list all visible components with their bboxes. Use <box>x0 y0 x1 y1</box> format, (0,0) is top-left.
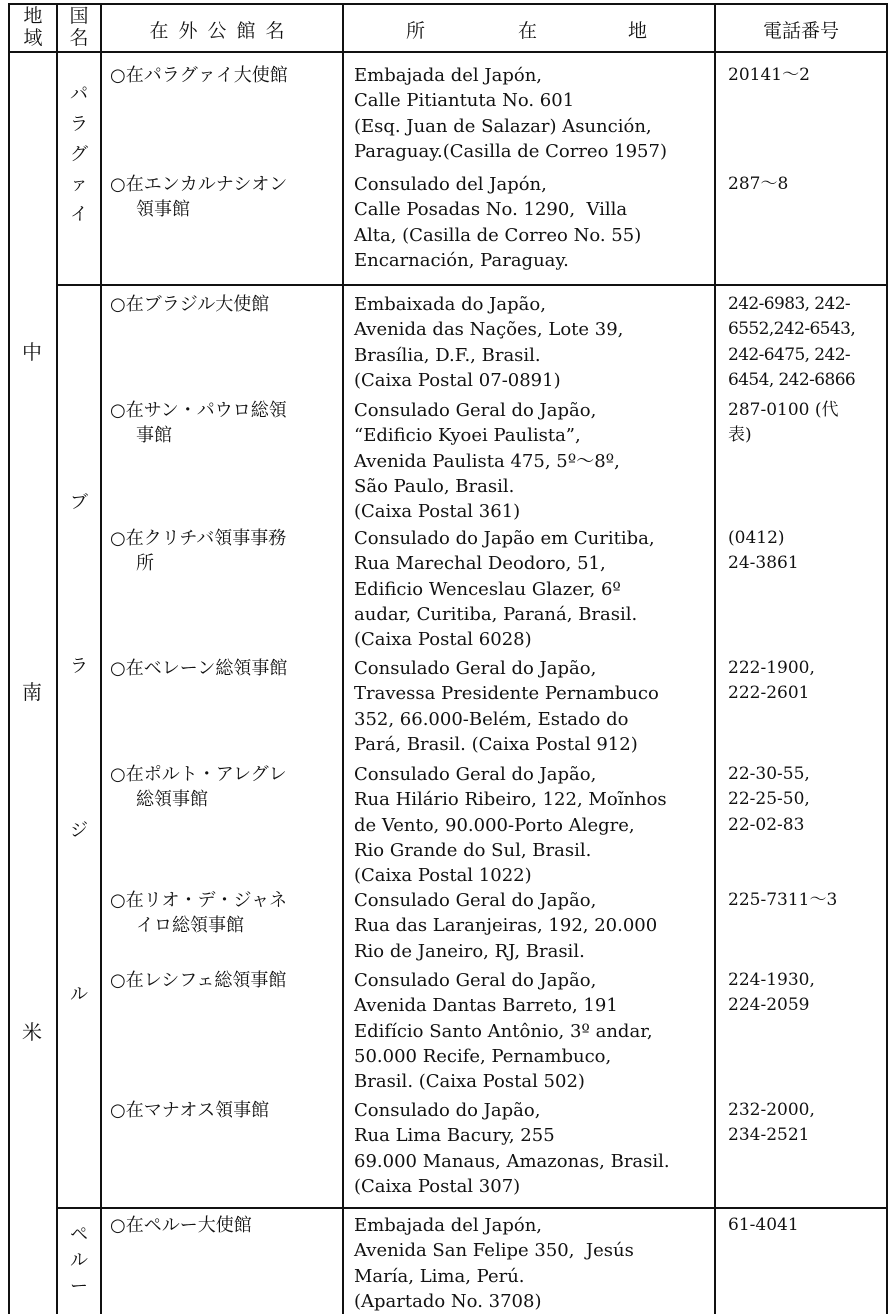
mission-phone: 287～8 <box>728 174 789 194</box>
rule-col-address <box>342 3 344 1314</box>
country-char: ラ <box>70 656 88 677</box>
mission-name <box>110 968 342 993</box>
mission-name-line: ○在パラグァイ大使館 <box>110 65 288 86</box>
header-region <box>10 5 56 49</box>
rule-col-country <box>100 3 102 1314</box>
mission-phone: 242-6983, 242- 6552,242-6543, 242-6475, 242- 6454, 242-6866 <box>728 294 856 390</box>
mission-phone: 22-30-55, 22-25-50, 22-02-83 <box>728 764 810 835</box>
country-char: ァ <box>70 174 88 195</box>
mission-address: Embaixada do Japão, Avenida das Nações, Lote 39, Brasília, D.F., Brasil. (Caixa Postal 07-0891) <box>354 294 624 391</box>
mission-name <box>110 656 342 681</box>
mission-name-line: ○在ポルト・アレグレ <box>110 764 287 785</box>
header-mission: 在外公館名 <box>149 20 295 42</box>
header-location-char: 所 <box>406 20 426 42</box>
header-phone: 電話番号 <box>762 20 839 42</box>
mission-address: Consulado Geral do Japão, Travessa Presidente Pernambuco 352, 66.000-Belém, Estado do Pará, Brasil. (Caixa Postal 912) <box>354 658 659 755</box>
country-char: イ <box>70 204 88 225</box>
mission-name <box>110 1098 342 1123</box>
mission-name <box>110 526 342 576</box>
mission-phone: 225-7311～3 <box>728 890 838 910</box>
mission-name-line: 総領事館 <box>136 789 208 810</box>
mission-name <box>110 398 342 448</box>
header-country-char: 国 <box>69 5 89 27</box>
mission-address: Consulado do Japão em Curitiba, Rua Marechal Deodoro, 51, Edificio Wenceslau Glazer, 6º audar, Curitiba, Paraná, Brasil. (Caixa Postal 6028) <box>354 528 655 651</box>
mission-phone: 287-0100 (代 表) <box>728 400 839 446</box>
country-char: ペ <box>70 1224 88 1245</box>
country-char: グ <box>70 144 88 165</box>
region-char: 中 <box>22 340 42 364</box>
mission-name-line: ○在サン・パウロ総領 <box>110 400 287 421</box>
mission-name-line: 事館 <box>136 425 172 446</box>
mission-name <box>110 63 342 88</box>
mission-name-line: ○在エンカルナシオン <box>110 174 288 195</box>
mission-name-line: ○在レシフェ総領事館 <box>110 970 287 991</box>
header-region-char: 域 <box>23 27 43 49</box>
rule-right <box>886 3 888 1314</box>
country-char: パ <box>70 84 88 105</box>
region-char: 米 <box>22 1020 42 1044</box>
mission-address: Consulado Geral do Japão, Rua Hilário Ribeiro, 122, Moĩnhos de Vento, 90.000-Porto Alegre, Rio Grande do Sul, Brasil. (Caixa Postal 1022) <box>354 764 667 887</box>
header-location-char: 地 <box>628 20 648 42</box>
country-paraguay <box>60 86 98 236</box>
rule-brazil-bottom <box>56 1207 888 1209</box>
mission-name-line: ○在ブラジル大使館 <box>110 294 270 315</box>
header-region-char: 地 <box>23 5 43 27</box>
rule-left <box>8 3 10 1314</box>
country-char: ジ <box>70 820 88 841</box>
mission-name <box>110 292 342 317</box>
mission-name-line: ○在クリチバ領事事務 <box>110 528 287 549</box>
rule-header-bottom <box>8 51 888 53</box>
mission-phone: 222-1900, 222-2601 <box>728 658 815 704</box>
mission-address: Consulado Geral do Japão, Rua das Laranjeiras, 192, 20.000 Rio de Janeiro, RJ, Brasil. <box>354 890 658 962</box>
country-char: ル <box>70 984 88 1005</box>
mission-address: Consulado do Japão, Rua Lima Bacury, 255 69.000 Manaus, Amazonas, Brasil. (Caixa Postal 307) <box>354 1100 670 1197</box>
header-country-char: 名 <box>69 27 89 49</box>
mission-name <box>110 888 342 938</box>
region-char: 南 <box>22 680 42 704</box>
rule-col-region <box>56 3 58 1314</box>
rule-top <box>8 3 888 5</box>
mission-phone: 232-2000, 234-2521 <box>728 1100 815 1146</box>
country-char: ル <box>70 1250 88 1271</box>
mission-name <box>110 762 342 812</box>
mission-name-line: ○在ベレーン総領事館 <box>110 658 288 679</box>
country-peru <box>60 1226 98 1304</box>
country-char: ブ <box>70 492 88 513</box>
header-country <box>58 5 100 49</box>
country-brazil <box>60 494 98 1016</box>
mission-phone: 61-4041 <box>728 1215 799 1235</box>
mission-address: Embajada del Japón, Calle Pitiantuta No. 601 (Esq. Juan de Salazar) Asunción, Paraguay.(Casilla de Correo 1957) <box>354 65 667 162</box>
mission-name <box>110 1213 342 1238</box>
mission-address: Consulado del Japón, Calle Posadas No. 1290, Villa Alta, (Casilla de Correo No. 55) Encarnación, Paraguay. <box>354 174 642 271</box>
mission-address: Embajada del Japón, Avenida San Felipe 350, Jesús María, Lima, Perú. (Apartado No. 3708) <box>354 1215 634 1312</box>
mission-phone: 20141～2 <box>728 65 810 85</box>
mission-name-line: ○在リオ・デ・ジャネ <box>110 890 288 911</box>
mission-phone: (0412) 24-3861 <box>728 528 799 574</box>
mission-phone: 224-1930, 224-2059 <box>728 970 815 1016</box>
country-char: ラ <box>70 114 88 135</box>
rule-paraguay-bottom <box>56 284 888 286</box>
mission-name-line: 所 <box>136 553 154 574</box>
country-char: ー <box>70 1276 88 1297</box>
header-location-char: 在 <box>518 20 538 42</box>
mission-name-line: イロ総領事館 <box>136 915 244 936</box>
mission-name-line: ○在ペルー大使館 <box>110 1215 252 1236</box>
mission-name-line: ○在マナオス領事館 <box>110 1100 270 1121</box>
mission-name <box>110 172 342 222</box>
mission-address: Consulado Geral do Japão, Avenida Dantas Barreto, 191 Edifício Santo Antônio, 3º andar, 50.000 Recife, Pernambuco, Brasil. (Caixa Postal 502) <box>354 970 653 1093</box>
mission-name-line: 領事館 <box>136 199 190 220</box>
mission-address: Consulado Geral do Japão, “Edificio Kyoei Paulista”, Avenida Paulista 475, 5º～8º, São Paulo, Brasil. (Caixa Postal 361) <box>354 400 620 523</box>
